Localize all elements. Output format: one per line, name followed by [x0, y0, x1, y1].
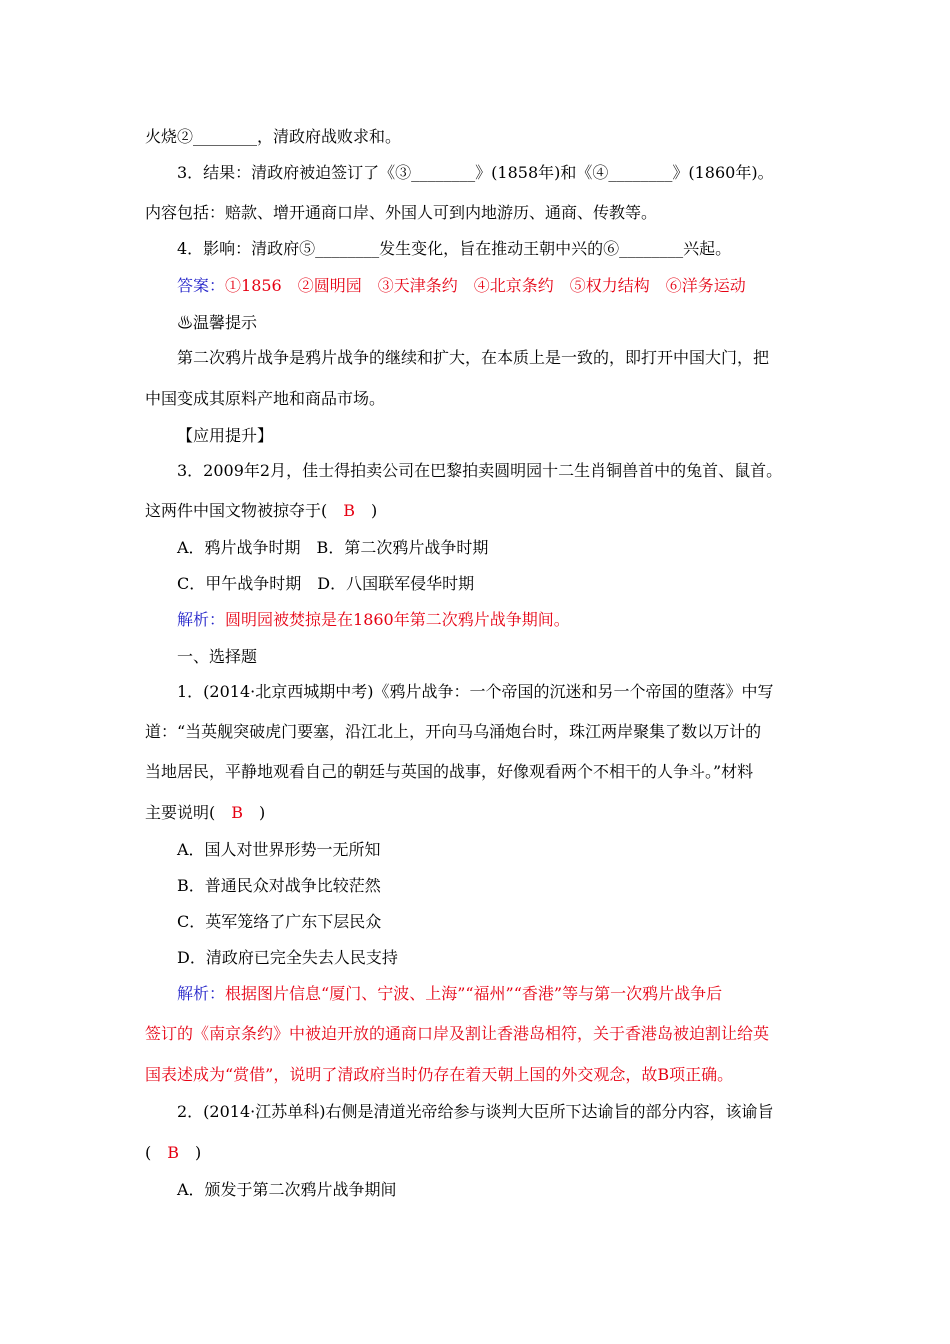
answer-choice: B: [343, 501, 356, 520]
question-text: 1．(2014·北京西城期中考)《鸦片战争：一个帝国的沉迷和另一个帝国的堕落》中写: [177, 682, 774, 701]
question-text: 3．2009年2月，佳士得拍卖公司在巴黎拍卖圆明园十二生肖铜兽首中的兔首、鼠首。: [177, 461, 783, 480]
answer-label: 答案：: [177, 276, 226, 295]
explanation-text: 国表述成为“赏借”，说明了清政府当时仍存在着天朝上国的外交观念，故B项正确。: [145, 1065, 734, 1084]
question-stem-end: ): [179, 1143, 202, 1162]
question-text: [145, 802, 265, 824]
question-stem: (: [145, 1143, 168, 1162]
explanation-label: 解析：: [177, 984, 226, 1003]
explanation-line: [177, 609, 570, 631]
text-line: 中国变成其原料产地和商品市场。: [145, 389, 386, 408]
explanation-text: 根据图片信息“厦门、宁波、上海”“福州”“香港”等与第一次鸦片战争后: [225, 984, 723, 1003]
text-line: 第二次鸦片战争是鸦片战争的继续和扩大，在本质上是一致的，即打开中国大门，把: [177, 348, 770, 367]
option-line: A．颁发于第二次鸦片战争期间: [177, 1180, 397, 1199]
text-line: 3．结果：清政府被迫签订了《③________》(1858年)和《④________》(1860年)。: [177, 163, 774, 182]
explanation-text: 签订的《南京条约》中被迫开放的通商口岸及割让香港岛相符，关于香港岛被迫割让给英: [145, 1024, 770, 1043]
question-stem: 主要说明(: [145, 803, 232, 822]
option-line: D．清政府已完全失去人民支持: [177, 948, 398, 967]
section-heading: 一、选择题: [177, 647, 258, 666]
question-text: 2．(2014·江苏单科)右侧是清道光帝给参与谈判大臣所下达谕旨的部分内容，该谕旨: [177, 1102, 774, 1121]
option-line: A．鸦片战争时期 B．第二次鸦片战争时期: [177, 538, 489, 557]
question-stem-end: ): [243, 803, 266, 822]
answer-line: [177, 275, 746, 297]
question-text: 道：“当英舰突破虎门要塞，沿江北上，开向马乌涌炮台时，珠江两岸聚集了数以万计的: [145, 722, 762, 741]
question-text: 当地居民，平静地观看自己的朝廷与英国的战事，好像观看两个不相干的人争斗。”材料: [145, 762, 754, 781]
question-text: [145, 500, 377, 522]
option-line: C．甲午战争时期 D．八国联军侵华时期: [177, 574, 475, 593]
steam-icon: ♨: [177, 313, 194, 332]
explanation-line: [177, 983, 722, 1005]
question-stem: 这两件中国文物被掠夺于(: [145, 501, 344, 520]
explanation-text: 圆明园被焚掠是在1860年第二次鸦片战争期间。: [225, 610, 570, 629]
answer-text: ①1856 ②圆明园 ③天津条约 ④北京条约 ⑤权力结构 ⑥洋务运动: [225, 276, 746, 295]
question-stem-end: ): [355, 501, 378, 520]
answer-choice: B: [231, 803, 244, 822]
explanation-label: 解析：: [177, 610, 226, 629]
option-line: C．英军笼络了广东下层民众: [177, 912, 382, 931]
text-line: 4．影响：清政府⑤________发生变化，旨在推动王朝中兴的⑥________兴起。: [177, 239, 732, 258]
text-line: 火烧②________，清政府战败求和。: [145, 127, 402, 146]
section-heading: 【应用提升】: [177, 426, 274, 445]
tip-title: 温馨提示: [193, 313, 258, 332]
tip-heading: [177, 312, 257, 334]
option-line: B．普通民众对战争比较茫然: [177, 876, 381, 895]
question-text: [145, 1142, 201, 1164]
answer-choice: B: [167, 1143, 180, 1162]
text-line: 内容包括：赔款、增开通商口岸、外国人可到内地游历、通商、传教等。: [145, 203, 658, 222]
option-line: A．国人对世界形势一无所知: [177, 840, 381, 859]
